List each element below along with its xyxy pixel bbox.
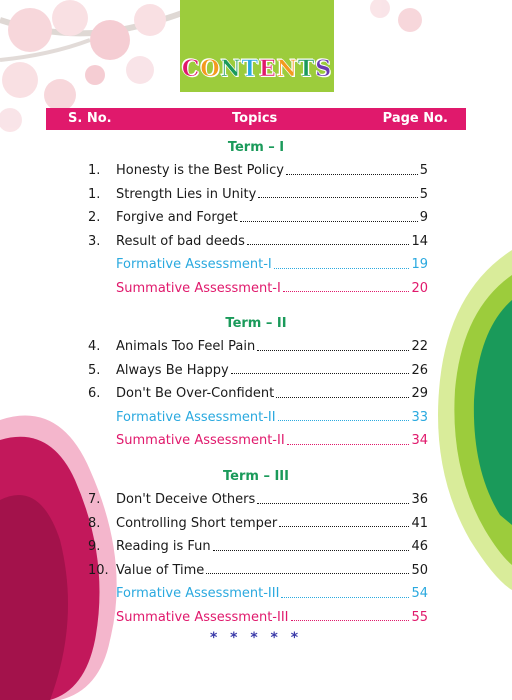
title-letter: N	[276, 56, 298, 82]
title-letter: S	[315, 56, 333, 82]
toc-topic: Forgive and Forget	[116, 210, 238, 225]
term-heading: Term – III	[223, 469, 289, 484]
toc-page-number: 29	[411, 386, 428, 401]
header-page-number: Page No.	[382, 111, 448, 126]
term-heading: Term – II	[225, 316, 287, 331]
toc-serial-number: 9.	[88, 539, 101, 554]
toc-serial-number: 3.	[88, 233, 101, 249]
title-letter: E	[259, 56, 277, 82]
dot-leader	[286, 174, 418, 175]
toc-row[interactable]	[0, 409, 512, 427]
dot-leader	[257, 503, 409, 504]
toc-topic: Strength Lies in Unity	[116, 186, 257, 202]
toc-topic: Don't Deceive Others	[116, 492, 256, 507]
toc-serial-number: 10.	[88, 562, 109, 578]
toc-page-number: 5	[419, 163, 428, 178]
toc-page-number: 54	[411, 586, 428, 601]
title-letter: T	[297, 56, 316, 82]
toc-row[interactable]	[0, 162, 512, 180]
toc-row[interactable]	[0, 186, 512, 204]
toc-entry	[116, 256, 428, 274]
toc-page-number: 9	[419, 210, 428, 225]
toc-topic: Formative Assessment-I	[116, 257, 272, 272]
dot-leader	[231, 373, 410, 374]
toc-row[interactable]	[0, 385, 512, 403]
dot-leader	[276, 397, 409, 398]
toc-topic: Animals Too Feel Pain	[116, 339, 256, 354]
toc-topic: Honesty is the Best Policy	[116, 163, 284, 178]
toc-row[interactable]	[0, 233, 512, 251]
dot-leader	[278, 420, 410, 421]
toc-topic: Don't Be Over-Confident	[116, 386, 275, 401]
toc-row[interactable]	[0, 538, 512, 556]
title-letter: O	[200, 56, 221, 82]
dot-leader	[247, 244, 410, 245]
toc-topic: Value of Time	[116, 562, 205, 578]
header-topics: Topics	[232, 111, 278, 126]
dot-leader	[240, 221, 418, 222]
toc-topic: Result of bad deeds	[116, 233, 245, 249]
toc-entry	[116, 585, 428, 603]
toc-page-number: 14	[411, 233, 428, 249]
toc-entry	[116, 162, 428, 180]
toc-entry	[116, 209, 428, 227]
toc-row[interactable]	[0, 362, 512, 380]
toc-serial-number: 8.	[88, 515, 101, 531]
toc-entry	[116, 409, 428, 427]
title-letter: N	[220, 56, 242, 82]
toc-entry	[116, 491, 428, 509]
dot-leader	[279, 526, 409, 527]
pink-blob-shape	[0, 416, 117, 700]
toc-page-number: 26	[411, 362, 428, 378]
toc-page-number: 41	[411, 515, 428, 531]
title-letter: C	[181, 56, 201, 82]
toc-row[interactable]	[0, 256, 512, 274]
toc-row[interactable]	[0, 338, 512, 356]
title-box	[180, 0, 334, 92]
toc-entry	[116, 280, 428, 298]
toc-row[interactable]	[0, 432, 512, 450]
toc-row[interactable]	[0, 585, 512, 603]
toc-page-number: 55	[411, 609, 428, 625]
toc-topic: Summative Assessment-III	[116, 609, 289, 625]
dot-leader	[287, 444, 410, 445]
toc-entry	[116, 385, 428, 403]
dot-leader	[291, 620, 410, 621]
toc-serial-number: 1.	[88, 186, 101, 202]
toc-entry	[116, 362, 428, 380]
page-title	[180, 56, 334, 82]
toc-serial-number: 6.	[88, 386, 101, 401]
toc-serial-number: 4.	[88, 339, 101, 354]
toc-row[interactable]	[0, 609, 512, 627]
toc-page-number: 33	[411, 409, 428, 425]
term-heading: Term – I	[227, 140, 285, 155]
dot-leader	[206, 573, 409, 574]
toc-serial-number: 1.	[88, 163, 101, 178]
toc-page-number: 50	[411, 562, 428, 578]
dot-leader	[283, 291, 410, 292]
toc-row[interactable]	[0, 209, 512, 227]
dot-leader	[213, 550, 410, 551]
toc-row[interactable]	[0, 491, 512, 509]
toc-topic: Formative Assessment-II	[116, 409, 276, 425]
toc-topic: Summative Assessment-II	[116, 433, 285, 448]
dot-leader	[274, 268, 410, 269]
toc-row[interactable]	[0, 562, 512, 580]
footer-stars: * * * * *	[209, 630, 303, 646]
toc-page-number: 36	[411, 492, 428, 507]
header-serial-number: S. No.	[68, 111, 112, 126]
toc-serial-number: 7.	[88, 492, 101, 507]
toc-page-number: 5	[419, 186, 428, 202]
toc-page-number: 46	[411, 539, 428, 554]
toc-entry	[116, 538, 428, 556]
toc-topic: Controlling Short temper	[116, 515, 278, 531]
toc-page-number: 22	[411, 339, 428, 354]
toc-topic: Summative Assessment-I	[116, 280, 281, 296]
toc-page-number: 34	[411, 433, 428, 448]
toc-topic: Reading is Fun	[116, 539, 211, 554]
toc-row[interactable]	[0, 280, 512, 298]
toc-topic: Formative Assessment-III	[116, 586, 280, 601]
toc-entry	[116, 338, 428, 356]
toc-entry	[116, 609, 428, 627]
title-letter: T	[241, 56, 259, 82]
toc-topic: Always Be Happy	[116, 362, 229, 378]
toc-page-number: 19	[411, 257, 428, 272]
dot-leader	[257, 350, 409, 351]
toc-page-number: 20	[411, 280, 428, 296]
toc-serial-number: 5.	[88, 362, 101, 378]
toc-entry	[116, 233, 428, 251]
toc-entry	[116, 186, 428, 204]
toc-entry	[116, 515, 428, 533]
toc-entry	[116, 562, 428, 580]
toc-serial-number: 2.	[88, 210, 101, 225]
dot-leader	[258, 197, 417, 198]
table-header	[46, 108, 466, 130]
toc-row[interactable]	[0, 515, 512, 533]
dot-leader	[281, 597, 409, 598]
toc-entry	[116, 432, 428, 450]
